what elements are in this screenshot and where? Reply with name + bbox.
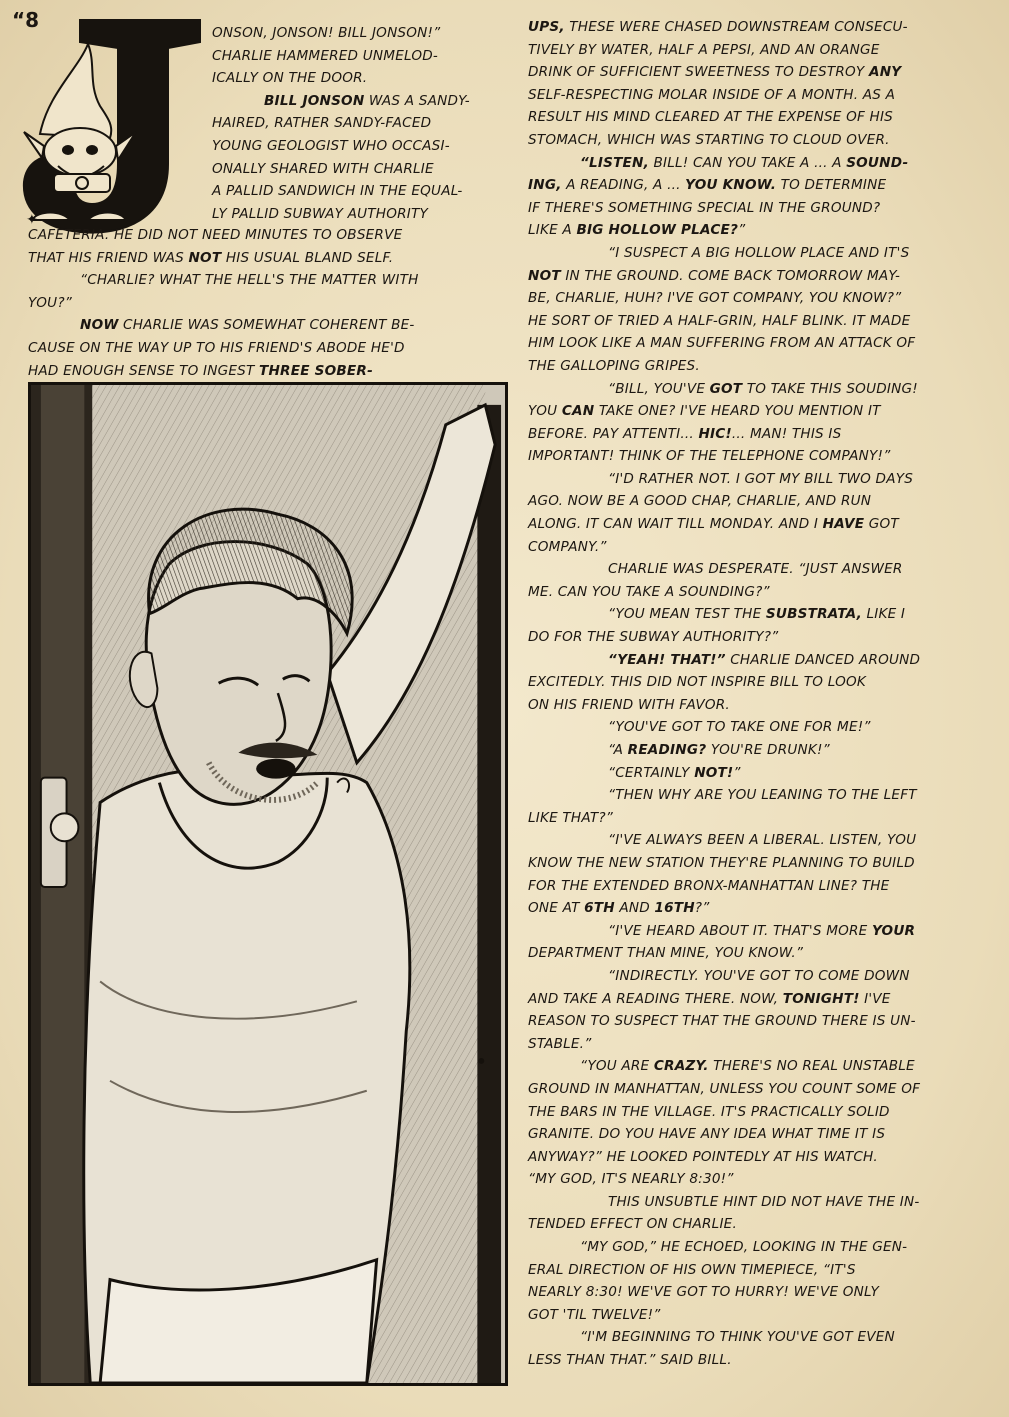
- text-line: THAT HIS FRIEND WAS NOT HIS USUAL BLAND SELF.: [28, 249, 394, 266]
- text-line: CAUSE ON THE WAY UP TO HIS FRIEND'S ABODE HE'D: [28, 339, 405, 356]
- illustration-panel: [28, 382, 508, 1386]
- text-line: FOR THE EXTENDED BRONX-MANHATTAN LINE? THE: [528, 877, 890, 894]
- text-line: BEFORE. PAY ATTENTI... HIC!... MAN! THIS IS: [528, 425, 842, 442]
- text-line: NOT IN THE GROUND. COME BACK TOMORROW MAY-: [528, 267, 901, 284]
- text-line: LIKE THAT?”: [528, 809, 614, 826]
- text-line: “LISTEN, BILL! CAN YOU TAKE A ... A SOUND-: [580, 154, 909, 171]
- text-line: “I SUSPECT A BIG HOLLOW PLACE AND IT'S: [608, 244, 910, 261]
- text-line: HE SORT OF TRIED A HALF-GRIN, HALF BLINK. IT MADE: [528, 312, 911, 329]
- text-line: ERAL DIRECTION OF HIS OWN TIMEPIECE, “IT'S: [528, 1261, 856, 1278]
- text-line: YOU?”: [28, 294, 72, 311]
- text-line: CHARLIE WAS DESPERATE. “JUST ANSWER: [608, 561, 903, 578]
- corner-mark: “8: [12, 8, 40, 32]
- text-line: “I'D RATHER NOT. I GOT MY BILL TWO DAYS: [608, 470, 914, 487]
- text-line: “BILL, YOU'VE GOT TO TAKE THIS SOUDING!: [608, 380, 918, 397]
- man-in-doorway-drawing: [31, 385, 505, 1383]
- text-line: GROUND IN MANHATTAN, UNLESS YOU COUNT SOME OF: [528, 1080, 921, 1097]
- intro-line: A PALLID SANDWICH IN THE EQUAL-: [212, 183, 463, 200]
- intro-line: ONALLY SHARED WITH CHARLIE: [212, 160, 434, 177]
- intro-line: YOUNG GEOLOGIST WHO OCCASI-: [212, 137, 450, 154]
- text-line: UPS, THESE WERE CHASED DOWNSTREAM CONSECU-: [528, 19, 908, 35]
- text-line: IF THERE'S SOMETHING SPECIAL IN THE GROUND?: [528, 199, 881, 216]
- text-line: KNOW THE NEW STATION THEY'RE PLANNING TO BUILD: [528, 854, 915, 871]
- text-line: DO FOR THE SUBWAY AUTHORITY?”: [528, 629, 779, 646]
- intro-line: ONSON, JONSON! BILL JONSON!”: [212, 25, 441, 41]
- svg-text:✦: ✦: [26, 212, 38, 228]
- text-line: THE BARS IN THE VILLAGE. IT'S PRACTICALLY SOLID: [528, 1103, 890, 1120]
- text-line: “THEN WHY ARE YOU LEANING TO THE LEFT: [608, 787, 917, 804]
- bill-name: BILL JONSON: [264, 92, 365, 109]
- text-line: “I'VE HEARD ABOUT IT. THAT'S MORE YOUR: [608, 922, 916, 939]
- text-line: “YOU MEAN TEST THE SUBSTRATA, LIKE I: [608, 606, 906, 623]
- text-line: GRANITE. DO YOU HAVE ANY IDEA WHAT TIME IT IS: [528, 1126, 886, 1143]
- intro-line: LY PALLID SUBWAY AUTHORITY: [212, 205, 428, 222]
- text-line: “YOU'VE GOT TO TAKE ONE FOR ME!”: [608, 719, 871, 736]
- text-line: “INDIRECTLY. YOU'VE GOT TO COME DOWN: [608, 967, 910, 984]
- text-line: LIKE A BIG HOLLOW PLACE?”: [528, 222, 746, 239]
- text-line: ON HIS FRIEND WITH FAVOR.: [528, 696, 730, 713]
- left-column-text: [28, 224, 502, 382]
- text-line: ALONG. IT CAN WAIT TILL MONDAY. AND I HAVE GOT: [528, 516, 899, 533]
- text-line: “YOU ARE CRAZY. THERE'S NO REAL UNSTABLE: [580, 1058, 915, 1075]
- intro-text: [212, 22, 502, 225]
- text-line: THIS UNSUBTLE HINT DID NOT HAVE THE IN-: [608, 1193, 920, 1210]
- text-line: “A READING? YOU'RE DRUNK!”: [608, 742, 830, 758]
- text-line: ANYWAY?” HE LOOKED POINTEDLY AT HIS WATCH.: [528, 1148, 878, 1165]
- text-line: AGO. NOW BE A GOOD CHAP, CHARLIE, AND RUN: [528, 493, 872, 510]
- text-line: DEPARTMENT THAN MINE, YOU KNOW.”: [528, 945, 804, 962]
- text-line: BE, CHARLIE, HUH? I'VE GOT COMPANY, YOU KNOW?”: [528, 290, 902, 307]
- text-line: ME. CAN YOU TAKE A SOUNDING?”: [528, 583, 770, 600]
- text-line: “MY GOD,” HE ECHOED, LOOKING IN THE GEN-: [580, 1239, 908, 1256]
- intro-line: HAIRED, RATHER SANDY-FACED: [212, 115, 432, 132]
- intro-line: ICALLY ON THE DOOR.: [212, 70, 368, 87]
- text-line: “CERTAINLY NOT!”: [608, 764, 741, 781]
- bill-description: BILL JONSON WAS A SANDY-: [264, 92, 470, 109]
- right-column-text: [528, 16, 994, 1372]
- text-line: TIVELY BY WATER, HALF A PEPSI, AND AN ORANGE: [528, 41, 880, 58]
- text-line: YOU CAN TAKE ONE? I'VE HEARD YOU MENTION IT: [528, 403, 881, 420]
- text-line: HIM LOOK LIKE A MAN SUFFERING FROM AN ATTACK OF: [528, 335, 916, 352]
- text-line: ONE AT 6TH AND 16TH?”: [528, 900, 710, 917]
- text-line: EXCITEDLY. THIS DID NOT INSPIRE BILL TO LOOK: [528, 674, 866, 691]
- drop-cap-illustration: [18, 14, 208, 242]
- text-line: LESS THAN THAT.” SAID BILL.: [528, 1352, 732, 1369]
- drop-cap-j-gnome: [18, 14, 208, 242]
- text-line: IMPORTANT! THINK OF THE TELEPHONE COMPANY!”: [528, 448, 891, 465]
- text-line: RESULT HIS MIND CLEARED AT THE EXPENSE OF HIS: [528, 109, 894, 126]
- text-line: TENDED EFFECT ON CHARLIE.: [528, 1216, 737, 1233]
- text-line: “MY GOD, IT'S NEARLY 8:30!”: [528, 1171, 734, 1188]
- text-line: “I'VE ALWAYS BEEN A LIBERAL. LISTEN, YOU: [608, 832, 917, 849]
- intro-line: CHARLIE HAMMERED UNMELOD-: [212, 47, 439, 64]
- text-line: AND TAKE A READING THERE. NOW, TONIGHT! I'VE: [528, 990, 891, 1007]
- text-line: “YEAH! THAT!” CHARLIE DANCED AROUND: [608, 651, 921, 668]
- text-line: CAFETERIA. HE DID NOT NEED MINUTES TO OBSERVE: [28, 227, 403, 243]
- text-line: SELF-RESPECTING MOLAR INSIDE OF A MONTH. AS A: [528, 86, 896, 103]
- text-line: DRINK OF SUFFICIENT SWEETNESS TO DESTROY ANY: [528, 64, 902, 81]
- text-line: NOW CHARLIE WAS SOMEWHAT COHERENT BE-: [80, 317, 415, 334]
- text-line: ING, A READING, A ... YOU KNOW. TO DETERMINE: [528, 177, 887, 194]
- text-line: COMPANY.”: [528, 538, 607, 555]
- text-line: THE GALLOPING GRIPES.: [528, 357, 700, 374]
- text-line: “CHARLIE? WHAT THE HELL'S THE MATTER WITH: [80, 272, 419, 289]
- text-line: STABLE.”: [528, 1035, 592, 1052]
- text-line: REASON TO SUSPECT THAT THE GROUND THERE IS UN-: [528, 1013, 916, 1030]
- text-line: NEARLY 8:30! WE'VE GOT TO HURRY! WE'VE ONLY: [528, 1284, 880, 1301]
- text-line: STOMACH, WHICH WAS STARTING TO CLOUD OVER.: [528, 131, 890, 148]
- text-line: HAD ENOUGH SENSE TO INGEST THREE SOBER-: [28, 362, 373, 379]
- text-line: “I'M BEGINNING TO THINK YOU'VE GOT EVEN: [580, 1329, 895, 1346]
- text-line: GOT 'TIL TWELVE!”: [528, 1306, 661, 1323]
